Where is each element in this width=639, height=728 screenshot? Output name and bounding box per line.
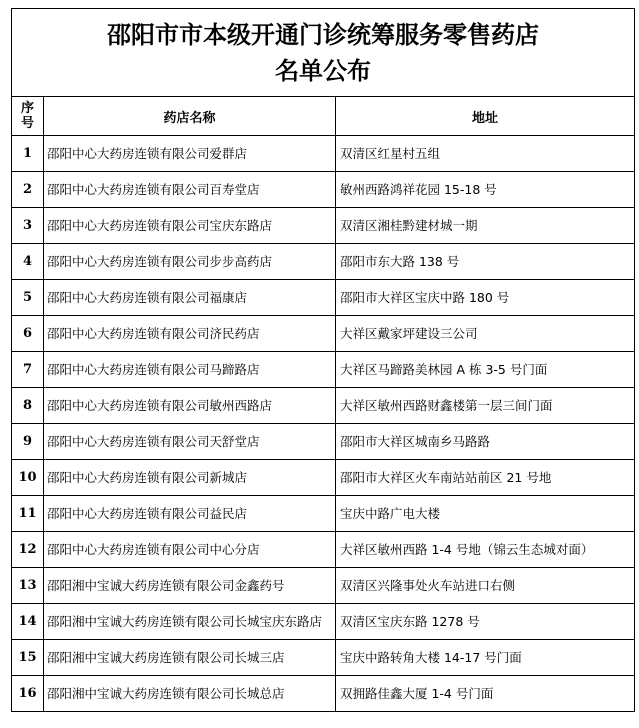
pharmacy-address: 邵阳市大祥区城南乡马路路 <box>336 424 635 460</box>
table-row <box>12 604 635 640</box>
pharmacy-name: 邵阳中心大药房连锁有限公司福康店 <box>44 280 336 316</box>
column-header-number <box>12 97 44 136</box>
pharmacy-name: 邵阳湘中宝诚大药房连锁有限公司长城三店 <box>44 640 336 676</box>
number-header-line-2: 号 <box>20 116 34 131</box>
row-number: 7 <box>12 352 44 388</box>
pharmacy-name: 邵阳湘中宝诚大药房连锁有限公司金鑫药号 <box>44 568 336 604</box>
table-row <box>12 388 635 424</box>
table-row <box>12 640 635 676</box>
pharmacy-name: 邵阳中心大药房连锁有限公司中心分店 <box>44 532 336 568</box>
table-row <box>12 172 635 208</box>
pharmacy-name: 邵阳中心大药房连锁有限公司济民药店 <box>44 316 336 352</box>
row-number: 13 <box>12 568 44 604</box>
pharmacy-address: 双拥路佳鑫大厦 1-4 号门面 <box>336 676 635 712</box>
row-number: 12 <box>12 532 44 568</box>
table-row <box>12 460 635 496</box>
column-header-name: 药店名称 <box>44 97 336 136</box>
row-number: 3 <box>12 208 44 244</box>
row-number: 5 <box>12 280 44 316</box>
pharmacy-name: 邵阳中心大药房连锁有限公司百寿堂店 <box>44 172 336 208</box>
row-number: 14 <box>12 604 44 640</box>
pharmacy-address: 双清区宝庆东路 1278 号 <box>336 604 635 640</box>
number-header-line-1: 序 <box>20 101 34 116</box>
title-line-2: 名单公布 <box>275 55 371 85</box>
pharmacy-name: 邵阳中心大药房连锁有限公司马蹄路店 <box>44 352 336 388</box>
row-number: 16 <box>12 676 44 712</box>
pharmacy-address: 邵阳市东大路 138 号 <box>336 244 635 280</box>
row-number: 1 <box>12 136 44 172</box>
pharmacy-list-sheet <box>11 8 634 724</box>
pharmacy-address: 宝庆中路广电大楼 <box>336 496 635 532</box>
pharmacy-address: 邵阳市大祥区火车南站站前区 21 号地 <box>336 460 635 496</box>
row-number: 9 <box>12 424 44 460</box>
pharmacy-address: 大祥区敏州西路 1-4 号地（锦云生态城对面） <box>336 532 635 568</box>
table-row <box>12 208 635 244</box>
header-row <box>12 97 635 136</box>
pharmacy-address: 大祥区马蹄路美林园 A 栋 3-5 号门面 <box>336 352 635 388</box>
pharmacy-address: 大祥区敏州西路财鑫楼第一层三间门面 <box>336 388 635 424</box>
table-row <box>12 352 635 388</box>
table-row <box>12 136 635 172</box>
row-number: 15 <box>12 640 44 676</box>
pharmacy-name: 邵阳中心大药房连锁有限公司天舒堂店 <box>44 424 336 460</box>
pharmacy-name: 邵阳中心大药房连锁有限公司爱群店 <box>44 136 336 172</box>
pharmacy-name: 邵阳中心大药房连锁有限公司益民店 <box>44 496 336 532</box>
table-row <box>12 532 635 568</box>
pharmacy-name: 邵阳中心大药房连锁有限公司敏州西路店 <box>44 388 336 424</box>
row-number: 4 <box>12 244 44 280</box>
pharmacy-name: 邵阳湘中宝诚大药房连锁有限公司长城宝庆东路店 <box>44 604 336 640</box>
table-row <box>12 244 635 280</box>
pharmacy-address: 大祥区戴家坪建设三公司 <box>336 316 635 352</box>
pharmacy-name: 邵阳湘中宝诚大药房连锁有限公司长城总店 <box>44 676 336 712</box>
title-line-1: 邵阳市市本级开通门诊统筹服务零售药店 <box>107 19 539 49</box>
table-row <box>12 280 635 316</box>
pharmacy-name: 邵阳中心大药房连锁有限公司步步高药店 <box>44 244 336 280</box>
title-row <box>12 9 635 97</box>
row-number: 6 <box>12 316 44 352</box>
table-row <box>12 316 635 352</box>
column-header-address: 地址 <box>336 97 635 136</box>
pharmacy-address: 双清区湘桂黔建材城一期 <box>336 208 635 244</box>
pharmacy-address: 邵阳市大祥区宝庆中路 180 号 <box>336 280 635 316</box>
pharmacy-name: 邵阳中心大药房连锁有限公司宝庆东路店 <box>44 208 336 244</box>
pharmacy-address: 双清区兴隆事处火车站进口右侧 <box>336 568 635 604</box>
row-number: 2 <box>12 172 44 208</box>
pharmacy-address: 宝庆中路转角大楼 14-17 号门面 <box>336 640 635 676</box>
row-number: 11 <box>12 496 44 532</box>
table-row <box>12 496 635 532</box>
pharmacy-address: 敏州西路鸿祥花园 15-18 号 <box>336 172 635 208</box>
page-title <box>12 9 635 97</box>
table-row <box>12 676 635 712</box>
row-number: 8 <box>12 388 44 424</box>
pharmacy-name: 邵阳中心大药房连锁有限公司新城店 <box>44 460 336 496</box>
table-row <box>12 424 635 460</box>
row-number: 10 <box>12 460 44 496</box>
pharmacy-table <box>11 8 635 712</box>
table-row <box>12 568 635 604</box>
pharmacy-address: 双清区红星村五组 <box>336 136 635 172</box>
